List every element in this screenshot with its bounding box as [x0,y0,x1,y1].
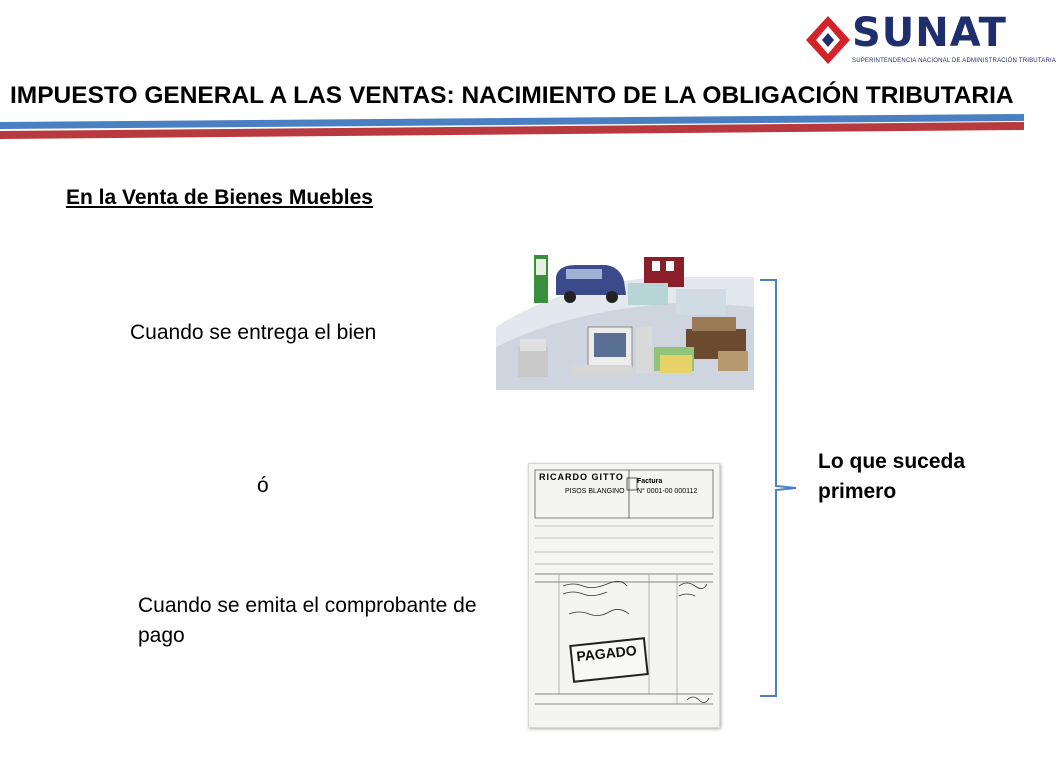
logo-wordmark: SUNAT [852,10,1007,56]
paid-stamp-text: PAGADO [575,642,638,665]
option-separator: ó [257,474,269,497]
result-text: Lo que suceda primero [818,450,966,503]
invoice-subheader: PISOS BLANGINO [565,488,625,495]
invoice-doc-type: Factura [637,478,663,485]
paid-stamp [569,637,649,683]
header-stripes [0,110,1024,144]
invoice-image [528,463,720,728]
sunat-logo [806,10,1056,70]
section-subtitle: En la Venta de Bienes Muebles [66,186,373,209]
invoice-lines [529,464,719,727]
option-delivery-text: Cuando se entrega el bien [130,321,377,344]
goods-collage-image [496,247,754,390]
sunat-diamond-icon [806,16,850,64]
page-title: IMPUESTO GENERAL A LAS VENTAS: NACIMIENTO DE LA OBLIGACIÓN TRIBUTARIA [10,82,1014,109]
option-receipt-text: Cuando se emita el comprobante de pago [138,594,477,647]
logo-subtitle: SUPERINTENDENCIA NACIONAL DE ADMINISTRACIÓN TRIBUTARIA [852,58,1056,64]
invoice-header: RICARDO GITTO [539,472,624,482]
invoice-number: N° 0001-00 000112 [637,488,698,495]
goods-illustration [496,247,754,390]
right-brace-icon [756,278,822,698]
